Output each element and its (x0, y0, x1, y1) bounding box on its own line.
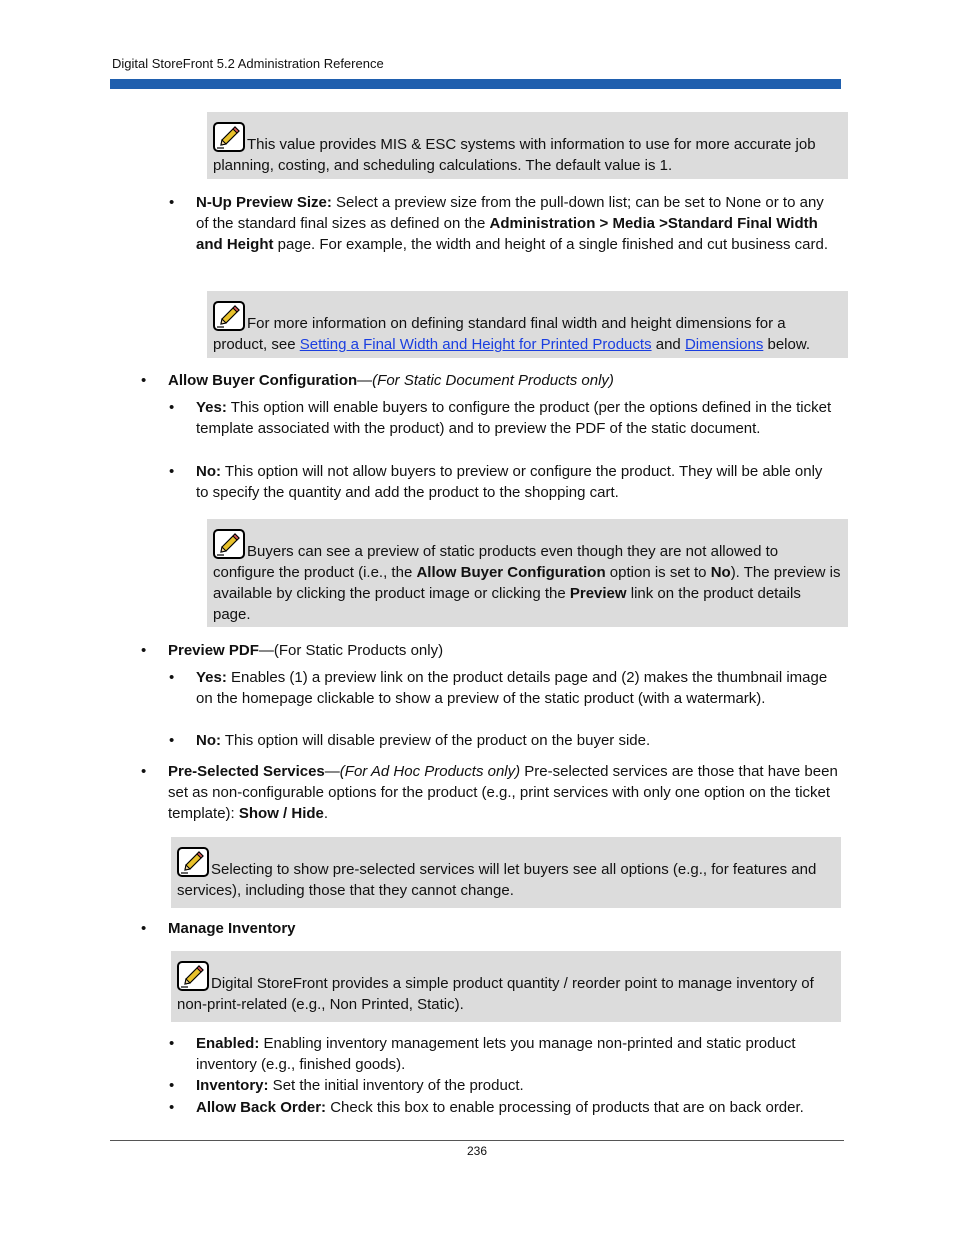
bullet-text: Set the initial inventory of the product. (268, 1077, 524, 1094)
link-dimensions[interactable]: Dimensions (684, 336, 764, 353)
note-pencil-icon (177, 961, 209, 991)
bullet-text: . (323, 805, 329, 822)
bullet-text: Check this box to enable processing of products that are on back order. (326, 1099, 804, 1116)
bullet-glyph: • (169, 463, 175, 480)
bullet-text: —(For Static Products only) (258, 642, 444, 659)
note-box (207, 291, 848, 358)
note-text: link on the product details page. (213, 585, 801, 623)
bullet-glyph: • (169, 669, 175, 686)
bullet-label: Allow Buyer Configuration (168, 372, 358, 389)
note-text: option is set to (605, 564, 711, 581)
bullet-label: Yes: (196, 669, 227, 686)
bullet-manage-inventory (141, 918, 838, 939)
bullet-label: No: (196, 732, 221, 749)
note-box (207, 112, 848, 179)
bullet-text: Enabling inventory management lets you manage non-printed and static product inventory (e.g., finished goods). (196, 1035, 796, 1073)
note-pencil-icon (213, 122, 245, 152)
bullet-glyph: • (169, 1077, 175, 1094)
bullet-text: This option will not allow buyers to preview or configure the product. They will be able only to specify the quantity and add the product to the shopping cart. (196, 463, 823, 501)
note-text: below. (763, 336, 811, 353)
page-number: 236 (466, 1144, 488, 1158)
note-pencil-icon (177, 847, 209, 877)
bullet-text: Select a preview size from the pull-down list; can be set to None or to any of the standard final sizes as defined on the (196, 194, 824, 232)
bullet-label: Enabled: (196, 1035, 260, 1052)
bullet-label: Preview PDF (168, 642, 259, 659)
bullet-inv-back-order (169, 1097, 846, 1118)
bullet-glyph: • (169, 194, 175, 211)
bullet-glyph: • (141, 642, 147, 659)
bullet-label: Yes: (196, 399, 227, 416)
bullet-italic-text: (For Static Document Products only) (372, 372, 614, 389)
link-final-width-height[interactable]: Setting a Final Width and Height for Printed Products (299, 336, 652, 353)
bullet-label: Manage Inventory (168, 920, 296, 937)
header-title: Digital StoreFront 5.2 Administration Reference (112, 56, 384, 71)
note-text: Selecting to show pre-selected services will let buyers see all options (e.g., for features and services), including those that they cannot change. (177, 861, 817, 899)
header-bar (110, 79, 841, 89)
bullet-abc-no (169, 461, 836, 503)
note-text: and (651, 336, 685, 353)
bullet-glyph: • (141, 763, 147, 780)
bullet-label: Allow Back Order: (196, 1099, 327, 1116)
note-text: For more information on defining standard final width and height dimensions for a product, see (213, 315, 786, 353)
note-text: This value provides MIS & ESC systems with information to use for more accurate job planning, costing, and scheduling calculations. The default value is 1. (213, 136, 816, 174)
bullet-label: No: (196, 463, 221, 480)
note-box (207, 519, 848, 627)
note-bold-text: Allow Buyer Configuration (416, 564, 606, 581)
bullet-text: — (324, 763, 340, 780)
bullet-glyph: • (141, 920, 147, 937)
bullet-text: page. For example, the width and height of a single finished and cut business card. (273, 236, 829, 253)
bullet-text: This option will disable preview of the product on the buyer side. (221, 732, 651, 749)
bullet-glyph: • (169, 399, 175, 416)
bullet-nup-preview-size (169, 192, 836, 255)
footer-rule (110, 1140, 844, 1141)
note-bold-text: No (710, 564, 731, 581)
bullet-preview-pdf (141, 640, 848, 661)
note-box (171, 837, 841, 908)
bullet-text: Pre-selected services are those that have been set as non-configurable options for the product (e.g., print services with only one option on the ticket template): (168, 763, 838, 822)
bullet-bold-text: Administration > Media >Standard Final Width and Height (196, 215, 818, 253)
bullet-pdf-no (169, 730, 836, 751)
bullet-bold-text: Show / Hide (238, 805, 324, 822)
bullet-text: — (357, 372, 373, 389)
bullet-inv-enabled (169, 1033, 836, 1075)
bullet-pdf-yes (169, 667, 836, 709)
note-pencil-icon (213, 301, 245, 331)
bullet-text: This option will enable buyers to configure the product (per the options defined in the ticket template associated with the product) and to preview the PDF of the static document. (196, 399, 832, 437)
note-text: Digital StoreFront provides a simple product quantity / reorder point to manage inventory of non-print-related (e.g., Non Printed, Static). (177, 975, 814, 1013)
bullet-text: Enables (1) a preview link on the product details page and (2) makes the thumbnail image on the homepage clickable to show a preview of the static product (with a watermark). (196, 669, 828, 707)
bullet-italic-text: (For Ad Hoc Products only) (339, 763, 521, 780)
bullet-inv-inventory (169, 1075, 836, 1096)
bullet-label: Pre-Selected Services (168, 763, 325, 780)
note-bold-text: Preview (569, 585, 627, 602)
bullet-allow-buyer-configuration (141, 370, 848, 391)
bullet-abc-yes (169, 397, 836, 439)
note-text: Buyers can see a preview of static products even though they are not allowed to configure the product (i.e., the (213, 543, 779, 581)
note-box (171, 951, 841, 1022)
bullet-glyph: • (169, 1035, 175, 1052)
bullet-label: Inventory: (196, 1077, 269, 1094)
bullet-glyph: • (141, 372, 147, 389)
bullet-label: N-Up Preview Size: (196, 194, 332, 211)
note-pencil-icon (213, 529, 245, 559)
note-text: ). The preview is available by clicking the product image or clicking the (213, 564, 841, 602)
bullet-glyph: • (169, 1099, 175, 1116)
bullet-pre-selected-services (141, 761, 838, 824)
bullet-glyph: • (169, 732, 175, 749)
